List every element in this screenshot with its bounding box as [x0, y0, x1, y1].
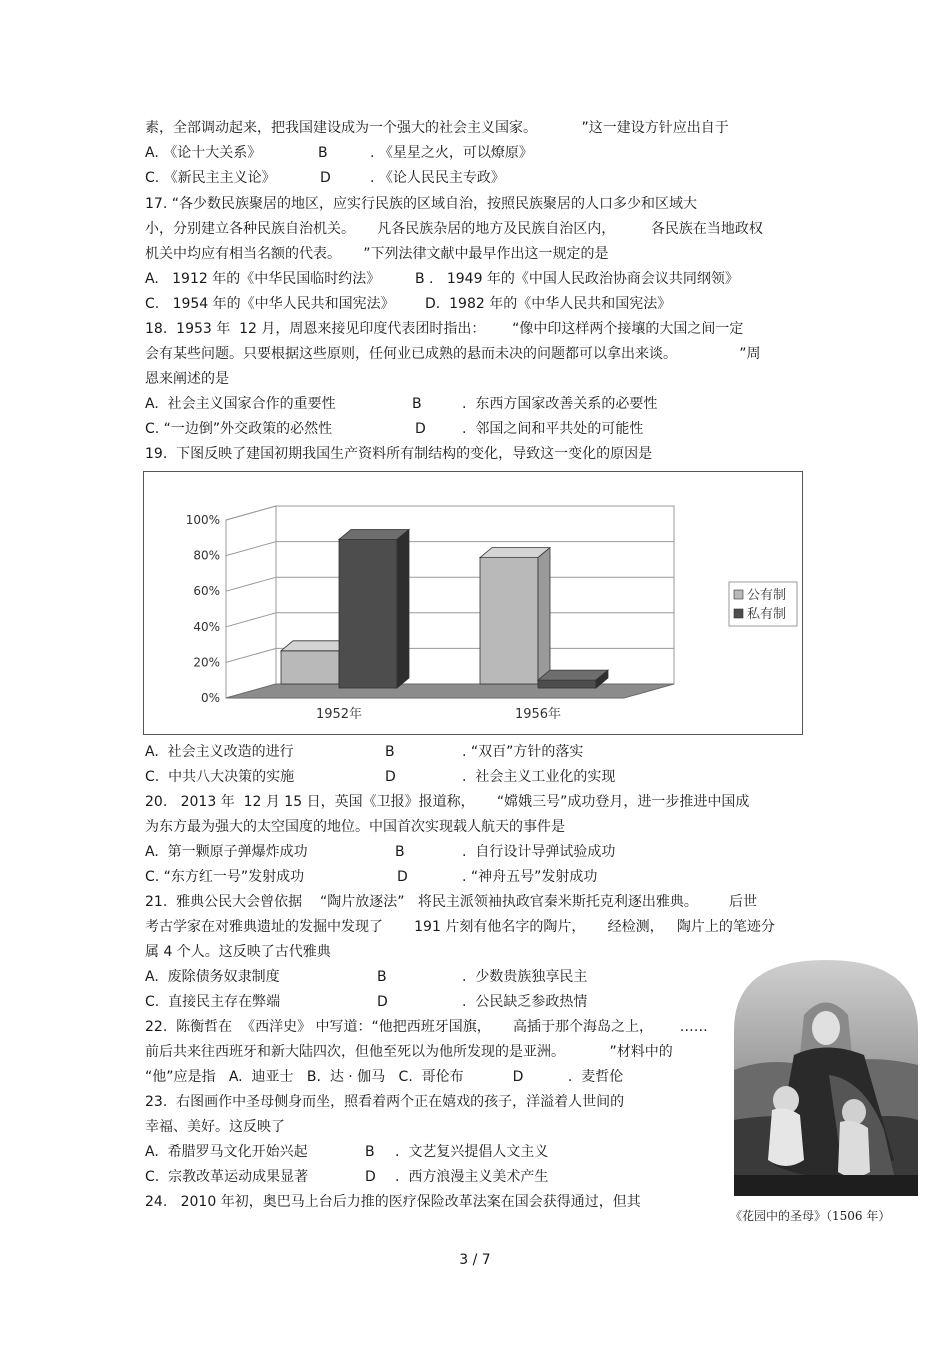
q23-option-d: . 西方浪漫主义美术产生	[395, 1169, 549, 1185]
chart-side-wall	[226, 506, 276, 698]
text-line-q19: 19. 下图反映了建国初期我国生产资料所有制结构的变化，导致这一变化的原因是	[145, 446, 653, 462]
q20-option-b: . 自行设计导弹试验成功	[462, 844, 616, 860]
chart-bar-side	[538, 548, 550, 684]
q21-option-b-letter: B	[377, 969, 387, 985]
q19-option-d-letter: D	[385, 769, 396, 785]
q18-option-c: C. “一边倒”外交政策的必然性	[145, 421, 333, 437]
chart-bar	[339, 539, 397, 688]
chart-floor	[226, 684, 674, 698]
ownership-bar-chart	[144, 472, 802, 734]
text-line-q21-1: 21. 雅典公民大会曾依据 “陶片放逐法” 将民主派领袖执政官秦米斯托克利逐出雅典。 后世	[145, 894, 757, 910]
chart-y-tick-label: 80%	[193, 548, 220, 563]
chart-y-tick-label: 100%	[185, 513, 220, 527]
q20-option-d: . “神舟五号”发射成功	[462, 869, 598, 885]
q16-option-b-letter: B	[318, 145, 328, 161]
ownership-chart	[143, 471, 803, 735]
text-line-q20-1: 20. 2013 年 12 月 15 日，英国《卫报》报道称， “嫦娥三号”成功登月，进一步推进中国成	[145, 794, 750, 810]
text-line-q23-1: 23. 右图画作中圣母侧身而坐，照看着两个正在嬉戏的孩子，洋溢着人世间的	[145, 1094, 625, 1110]
chart-bar-side	[397, 529, 409, 688]
text-line-q16-end: 素，全部调动起来，把我国建设成为一个强大的社会主义国家。 ”这一建设方针应出自于	[145, 120, 729, 136]
text-line-q17-2: 小，分别建立各种民族自治机关。 凡各民族杂居的地方及民族自治区内， 各民族在当地政权	[145, 221, 763, 237]
text-line-q24: 24. 2010 年初，奥巴马上台后力推的医疗保险改革法案在国会获得通过，但其	[145, 1194, 641, 1210]
text-line-q17-1: 17. “各少数民族聚居的地区，应实行民族的区域自治，按照民族聚居的人口多少和区域大	[145, 196, 697, 212]
text-line-q23-2: 幸福、美好。这反映了	[145, 1119, 285, 1135]
text-line-q21-3: 属 4 个人。这反映了古代雅典	[145, 944, 331, 960]
text-line-q18-1: 18. 1953 年 12 月，周恩来接见印度代表团时指出： “像中印这样两个接壤的大国之间一定	[145, 321, 744, 337]
q23-option-a: A. 希腊罗马文化开始兴起	[145, 1144, 308, 1160]
chart-x-tick-label: 1952年	[315, 707, 363, 722]
q16-option-d-letter: D	[320, 170, 331, 186]
painting-caption: 《花园中的圣母》（1506 年）	[730, 1209, 891, 1223]
q20-option-b-letter: B	[395, 844, 405, 860]
madonna-painting-image	[734, 960, 918, 1196]
chart-y-tick-label: 60%	[193, 584, 220, 599]
q19-option-a: A. 社会主义改造的进行	[145, 744, 294, 760]
text-line-q21-2: 考古学家在对雅典遗址的发掘中发现了 191 片刻有他名字的陶片， 经检测， 陶片上的笔迹分	[145, 919, 775, 935]
q16-option-d: . 《论人民民主专政》	[370, 170, 505, 186]
text-line-q17-3: 机关中均应有相当名额的代表。 ”下列法律文献中最早作出这一规定的是	[145, 246, 609, 262]
page-number: 3 / 7	[459, 1252, 491, 1268]
chart-legend-swatch	[734, 609, 743, 618]
q18-option-b: . 东西方国家改善关系的必要性	[462, 396, 658, 412]
chart-bar	[538, 680, 596, 688]
text-line-q22-1: 22. 陈衡哲在 《西洋史》 中写道：“他把西班牙国旗， 高插于那个海岛之上， ……	[145, 1019, 708, 1035]
chart-legend-label: 私有制	[747, 607, 787, 622]
text-line-q20-2: 为东方最为强大的太空国度的地位。中国首次实现载人航天的事件是	[145, 819, 565, 835]
chart-bar	[281, 651, 339, 684]
q16-option-b: . 《星星之火，可以燎原》	[370, 145, 533, 161]
q21-option-d: . 公民缺乏参政热情	[462, 994, 588, 1010]
q17-option-b: B . 1949 年的《中国人民政治协商会议共同纲领》	[415, 271, 739, 287]
chart-y-tick-label: 40%	[193, 619, 220, 634]
q16-option-a: A. 《论十大关系》	[145, 145, 262, 161]
chart-bar	[480, 558, 538, 684]
q21-option-a: A. 废除债务奴隶制度	[145, 969, 280, 985]
q17-option-d: D. 1982 年的《中华人民共和国宪法》	[425, 296, 672, 312]
q23-option-c: C. 宗教改革运动成果显著	[145, 1169, 309, 1185]
q21-option-d-letter: D	[377, 994, 388, 1010]
q19-option-d: . 社会主义工业化的实现	[462, 769, 616, 785]
q16-option-c: C. 《新民主主义论》	[145, 170, 276, 186]
chart-legend-swatch	[734, 590, 743, 599]
text-line-q22-3: “他”应是指 A. 迪亚士 B. 达 · 伽马 C. 哥伦布 D . 麦哲伦	[145, 1069, 624, 1085]
chart-y-tick-label: 20%	[193, 655, 220, 670]
q17-option-a: A. 1912 年的《中华民国临时约法》	[145, 271, 381, 287]
q21-option-b: . 少数贵族独享民主	[462, 969, 588, 985]
q20-option-d-letter: D	[397, 869, 408, 885]
q17-option-c: C. 1954 年的《中华人民共和国宪法》	[145, 296, 395, 312]
text-line-q22-2: 前后共来往西班牙和新大陆四次，但他至死以为他所发现的是亚洲。 ”材料中的	[145, 1044, 673, 1060]
q18-option-a: A. 社会主义国家合作的重要性	[145, 396, 336, 412]
q20-option-c: C. “东方红一号”发射成功	[145, 869, 305, 885]
q19-option-b: . “双百”方针的落实	[462, 744, 584, 760]
q19-option-b-letter: B	[385, 744, 395, 760]
text-line-q18-2: 会有某些问题。只要根据这些原则，任何业已成熟的悬而未决的问题都可以拿出来谈。 ”周	[145, 346, 761, 362]
q23-option-b: . 文艺复兴提倡人文主义	[395, 1144, 549, 1160]
q23-option-b-letter: B	[365, 1144, 375, 1160]
q18-option-d-letter: D	[415, 421, 426, 437]
q21-option-c: C. 直接民主存在弊端	[145, 994, 281, 1010]
q18-option-b-letter: B	[412, 396, 422, 412]
text-line-q18-3: 恩来阐述的是	[145, 371, 229, 387]
q19-option-c: C. 中共八大决策的实施	[145, 769, 295, 785]
chart-x-tick-label: 1956年	[514, 707, 562, 722]
q23-option-d-letter: D	[365, 1169, 376, 1185]
chart-legend-label: 公有制	[747, 588, 787, 603]
q20-option-a: A. 第一颗原子弹爆炸成功	[145, 844, 308, 860]
q18-option-d: . 邻国之间和平共处的可能性	[462, 421, 644, 437]
chart-y-tick-label: 0%	[200, 691, 220, 705]
